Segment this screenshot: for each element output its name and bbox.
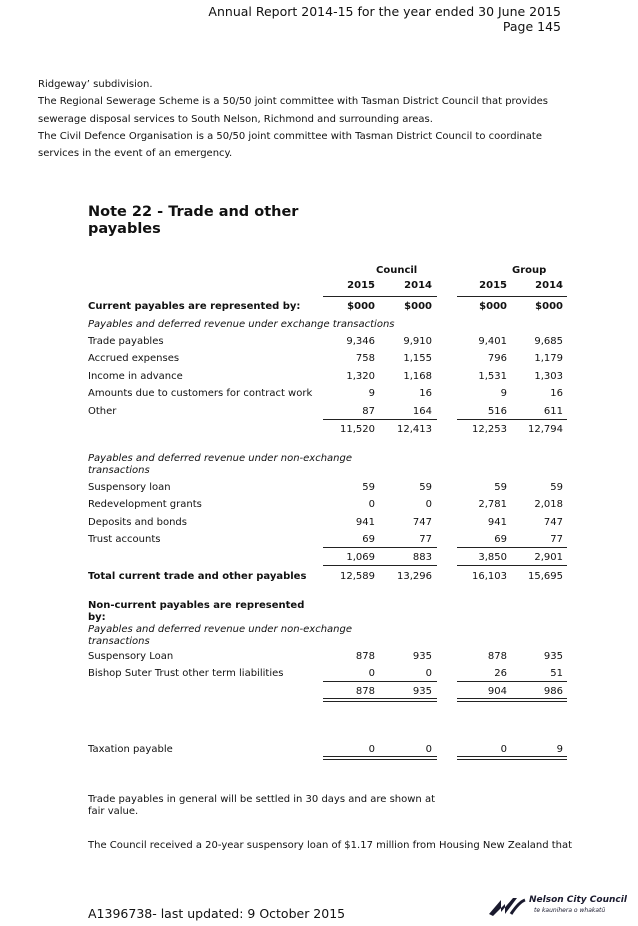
cell: 878 [487, 651, 507, 662]
cell: 164 [412, 406, 432, 417]
cell: 796 [487, 353, 507, 364]
note-title-line1: Note 22 - Trade and other [88, 204, 299, 220]
cell: 516 [487, 406, 507, 417]
row-label: Accrued expenses [88, 353, 180, 364]
document-id: A1396738- last updated: 9 October 2015 [88, 906, 346, 921]
cell: 3,850 [478, 552, 507, 563]
year-header: 2014 [404, 280, 432, 291]
unit-label: $000 [535, 301, 563, 312]
intro-line: The Regional Sewerage Scheme is a 50/50 joint committee with Tasman District Council that provides [38, 96, 548, 108]
cell: 904 [487, 686, 507, 697]
cell: 13,296 [397, 571, 432, 582]
cell: 12,253 [472, 424, 507, 435]
heading-line: Payables and deferred revenue under non-exchange [88, 453, 353, 464]
cell: 1,531 [478, 371, 507, 382]
cell: 11,520 [340, 424, 375, 435]
cell: 935 [412, 651, 432, 662]
cell: 747 [412, 517, 432, 528]
intro-line: services in the event of an emergency. [38, 148, 233, 160]
heading-line: transactions [88, 636, 150, 647]
cell: 16 [419, 388, 432, 399]
cell: 747 [543, 517, 563, 528]
cell: 59 [362, 482, 375, 493]
cell: 0 [425, 499, 432, 510]
cell: 26 [494, 668, 507, 679]
footnote-line: fair value. [88, 806, 139, 817]
report-title: Annual Report 2014-15 for the year ended 30 June 2015 [208, 4, 561, 19]
year-header: 2015 [479, 280, 507, 291]
cell: 878 [355, 651, 375, 662]
row-label: Suspensory Loan [88, 651, 174, 662]
cell: 9,910 [403, 336, 432, 347]
row-label: Trade payables [88, 336, 164, 347]
row-label: Amounts due to customers for contract work [88, 388, 313, 399]
nonexchange-heading [88, 453, 352, 477]
cell: 2,901 [534, 552, 563, 563]
row-label: Suspensory loan [88, 482, 171, 493]
cell: 87 [362, 406, 375, 417]
cell: 77 [419, 534, 432, 545]
cell: 883 [412, 552, 432, 563]
row-label: Deposits and bonds [88, 517, 187, 528]
row-label: Bishop Suter Trust other term liabilities [88, 668, 284, 679]
footnote-line: Trade payables in general will be settled in 30 days and are shown at [88, 794, 435, 805]
note-title [88, 204, 328, 238]
cell: 9,346 [346, 336, 375, 347]
cell: 12,794 [528, 424, 563, 435]
cell: 0 [368, 668, 375, 679]
heading-line: Non-current payables are represented [88, 600, 305, 611]
cell: 51 [550, 668, 563, 679]
logo-name: Nelson City Council [529, 895, 627, 905]
noncurrent-heading [88, 600, 352, 648]
cell: 0 [368, 499, 375, 510]
row-label: Redevelopment grants [88, 499, 202, 510]
page-header [208, 4, 561, 34]
council-header: Council [376, 265, 418, 276]
intro-line: sewerage disposal services to South Nelson, Richmond and surrounding areas. [38, 113, 433, 125]
cell: 9,401 [478, 336, 507, 347]
cell: 16,103 [472, 571, 507, 582]
cell: 12,413 [397, 424, 432, 435]
cell: 9 [368, 388, 375, 399]
row-label: Income in advance [88, 371, 183, 382]
cell: 9 [556, 744, 563, 755]
intro-text [38, 76, 598, 162]
cell: 12,589 [340, 571, 375, 582]
heading-line: transactions [88, 465, 150, 476]
cell: 69 [362, 534, 375, 545]
row-label: Taxation payable [88, 744, 173, 755]
cell: 0 [368, 744, 375, 755]
unit-label: $000 [347, 301, 375, 312]
cell: 758 [355, 353, 375, 364]
heading-line: by: [88, 612, 106, 623]
cell: 2,018 [534, 499, 563, 510]
cell: 59 [494, 482, 507, 493]
cell: 9,685 [534, 336, 563, 347]
cell: 611 [543, 406, 563, 417]
cell: 59 [419, 482, 432, 493]
cell: 1,155 [403, 353, 432, 364]
cell: 878 [355, 686, 375, 697]
cell: 0 [500, 744, 507, 755]
cell: 1,303 [534, 371, 563, 382]
cell: 0 [425, 668, 432, 679]
note-title-line2: payables [88, 221, 161, 237]
nelson-logo-icon [487, 894, 527, 922]
heading-line: Payables and deferred revenue under non-exchange [88, 624, 353, 635]
cell: 941 [487, 517, 507, 528]
cell: 77 [550, 534, 563, 545]
cell: 935 [543, 651, 563, 662]
year-header: 2014 [535, 280, 563, 291]
cell: 69 [494, 534, 507, 545]
unit-label: $000 [404, 301, 432, 312]
page-number: Page 145 [502, 19, 561, 34]
row-label: Other [88, 406, 117, 417]
logo-tagline: te kaunihera o whakatū [534, 907, 606, 914]
current-heading: Current payables are represented by: [88, 301, 301, 312]
cell: 2,781 [478, 499, 507, 510]
cell: 9 [500, 388, 507, 399]
cell: 1,179 [534, 353, 563, 364]
cell: 59 [550, 482, 563, 493]
cell: 1,168 [403, 371, 432, 382]
intro-line: Ridgeway’ subdivision. [38, 79, 153, 90]
year-header: 2015 [347, 280, 375, 291]
cell: 1,320 [346, 371, 375, 382]
cell: 941 [355, 517, 375, 528]
cell: 16 [550, 388, 563, 399]
cell: 15,695 [528, 571, 563, 582]
unit-label: $000 [479, 301, 507, 312]
row-label: Total current trade and other payables [88, 571, 307, 582]
cell: 1,069 [346, 552, 375, 563]
cell: 0 [425, 744, 432, 755]
intro-line: The Civil Defence Organisation is a 50/50 joint committee with Tasman District Council to coordinate [38, 130, 542, 142]
footnote-suspensory-loan: The Council received a 20-year suspensory loan of $1.17 million from Housing New Zealand that [88, 840, 573, 851]
row-label: Trust accounts [88, 534, 161, 545]
group-header: Group [512, 265, 547, 276]
footnote-trade-payables [88, 794, 435, 818]
cell: 986 [543, 686, 563, 697]
cell: 935 [412, 686, 432, 697]
exchange-heading: Payables and deferred revenue under exchange transactions [88, 319, 395, 330]
